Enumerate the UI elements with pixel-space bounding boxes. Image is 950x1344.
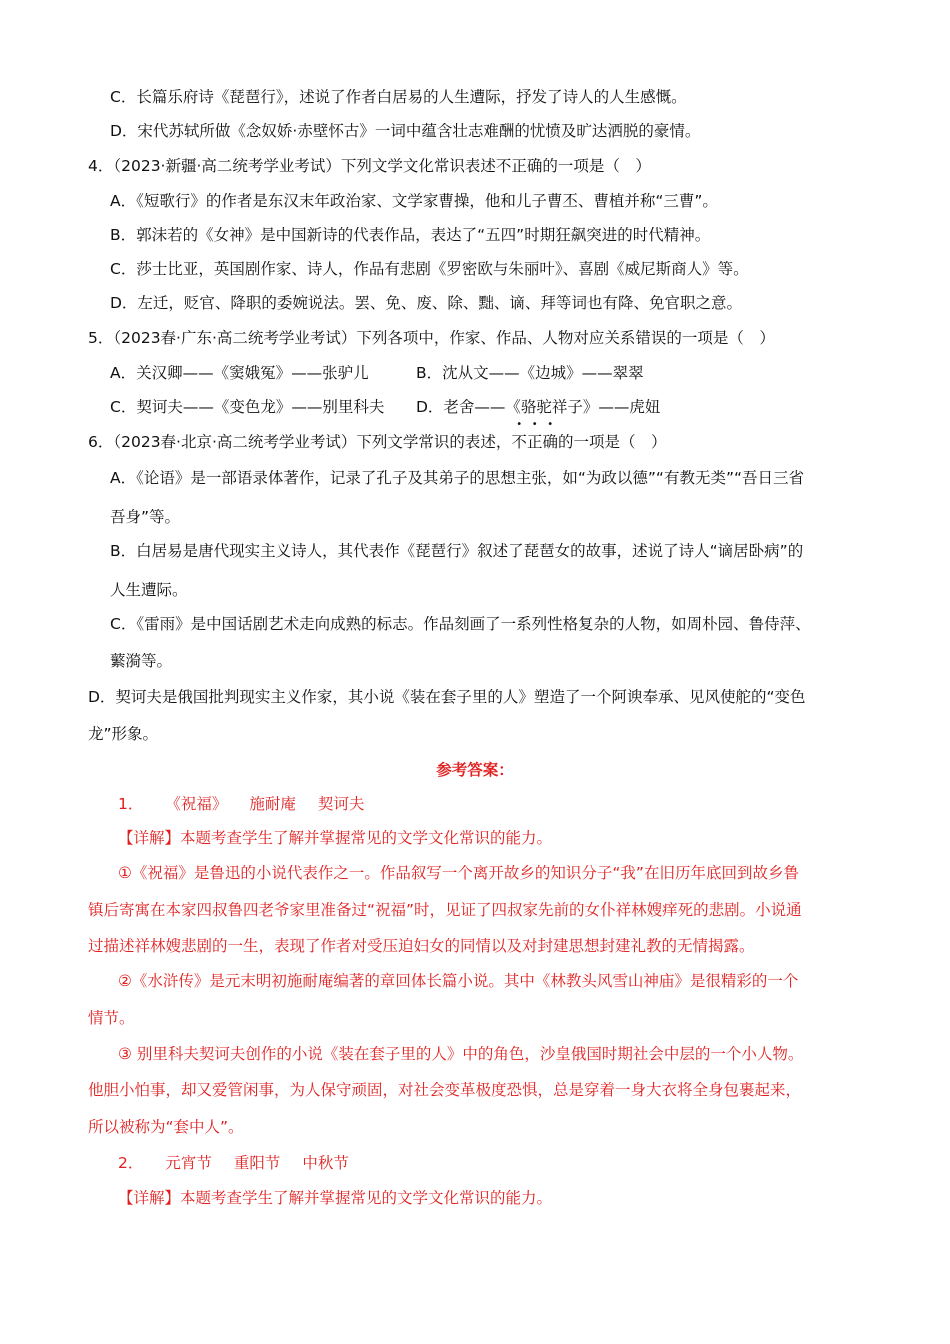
answer-2-item-2: 重阳节 [233,1154,281,1172]
q3-option-d: D．宋代苏轼所做《念奴娇·赤壁怀古》一词中蕴含壮志难酬的忧愤及旷达洒脱的豪情。 [110,122,701,140]
q4-stem: 4．（2023·新疆·高二统考学业考试）下列文学文化常识表述不正确的一项是（ ） [88,157,651,175]
q4-option-c: C．莎士比亚，英国剧作家、诗人，作品有悲剧《罗密欧与朱丽叶》、喜剧《威尼斯商人》等。 [110,260,749,278]
answer-2-number: 2． [118,1154,144,1172]
q6-stem-suffix: 的一项是（ ） [557,433,667,451]
emphasis-char-1: 不 [511,433,527,451]
answer-1-para3-line1: ③ 别里科夫契诃夫创作的小说《装在套子里的人》中的角色，沙皇俄国时期社会中层的一个小人物。 [118,1045,804,1063]
answer-2-item-3: 中秋节 [302,1154,349,1172]
q6-option-a-line1: A．《论语》是一部语录体著作，记录了孔子及其弟子的思想主张，如“为政以德”“有教无类”“吾日三省 [110,469,805,487]
answer-1-item-1: 《祝福》 [165,795,228,813]
q4-option-a: A．《短歌行》的作者是东汉末年政治家、文学家曹操，他和儿子曹丕、曹植并称“三曹”。 [110,192,718,210]
q6-stem-prefix: 6．（2023春·北京·高二统考学业考试）下列文学常识的表述， [88,433,512,451]
emphasis-char-2: 正 [526,433,543,451]
answer-1-para1-line2: 镇后寄寓在本家四叔鲁四老爷家里准备过“祝福”时，见证了四叔家先前的女仆祥林嫂痒死的悲剧。小说通 [88,901,802,919]
q3-option-c: C．长篇乐府诗《琵琶行》，述说了作者白居易的人生遭际，抒发了诗人的人生感慨。 [110,88,687,106]
q6-option-b-line1: B．白居易是唐代现实主义诗人，其代表作《琵琶行》叙述了琵琶女的故事，述说了诗人“谪居卧病”的 [110,542,804,560]
answer-1-para2-line2: 情节。 [88,1009,135,1027]
answer-1-row [118,793,364,815]
answer-1-para3-line3: 所以被称为“套中人”。 [88,1118,244,1136]
q6-option-b-line2: 人生遭际。 [110,581,188,599]
q6-option-d-line1: D．契诃夫是俄国批判现实主义作家，其小说《装在套子里的人》塑造了一个阿谀奉承、见风使舵的“变色 [88,688,806,706]
answer-1-detail [118,827,552,849]
answers-heading: 参考答案： [436,761,514,779]
q6-option-d-line2: 龙”形象。 [88,725,159,743]
q5-option-c: C．契诃夫——《变色龙》——别里科夫 [110,398,385,416]
q5-stem: 5．（2023春·广东·高二统考学业考试）下列各项中，作家、作品、人物对应关系错误的一项是（ ） [88,329,775,347]
q5-option-b: B．沈从文——《边城》——翠翠 [416,364,644,382]
answer-1-para1-line3: 过描述祥林嫂悲剧的一生，表现了作者对受压迫妇女的同情以及对封建思想封建礼教的无情揭露。 [88,937,755,955]
answer-1-para1-line1: ①《祝福》是鲁迅的小说代表作之一。作品叙写一个离开故乡的知识分子“我”在旧历年底回到故乡鲁 [118,864,799,882]
q6-option-c-line2: 蘩漪等。 [110,652,173,670]
answer-1-para2-line1: ②《水浒传》是元末明初施耐庵编著的章回体长篇小说。其中《林教头风雪山神庙》是很精彩的一个 [118,972,799,990]
detail-tag: 【详解】 [118,1189,181,1207]
q4-option-b: B．郭沫若的《女神》是中国新诗的代表作品，表达了“五四”时期狂飙突进的时代精神。 [110,226,711,244]
detail-text: 本题考查学生了解并掌握常见的文学文化常识的能力。 [180,829,553,847]
q6-stem [88,431,666,453]
q6-option-c-line1: C．《雷雨》是中国话剧艺术走向成熟的标志。作品刻画了一系列性格复杂的人物，如周朴园、鲁侍萍、 [110,615,811,633]
detail-tag: 【详解】 [118,829,181,847]
q5-option-a: A．关汉卿——《窦娥冤》——张驴儿 [110,364,369,382]
answer-2-item-1: 元宵节 [165,1154,212,1172]
detail-text: 本题考查学生了解并掌握常见的文学文化常识的能力。 [180,1189,553,1207]
emphasis-char-3: 确 [542,433,558,451]
answer-1-item-3: 契诃夫 [317,795,365,813]
answer-2-detail [118,1187,552,1209]
q4-option-d: D．左迁，贬官、降职的委婉说法。罢、免、废、除、黜、谪、拜等词也有降、免官职之意。 [110,294,742,312]
answer-1-item-2: 施耐庵 [249,795,296,813]
q6-option-a-line2: 吾身”等。 [110,508,181,526]
answer-1-para3-line2: 他胆小怕事，却又爱管闲事，为人保守顽固，对社会变革极度恐惧，总是穿着一身大衣将全身包裹起来， [88,1081,802,1099]
q5-option-d: D．老舍——《骆驼祥子》——虎妞 [416,398,661,416]
answer-2-row [118,1152,349,1174]
answer-1-number: 1． [118,795,144,813]
